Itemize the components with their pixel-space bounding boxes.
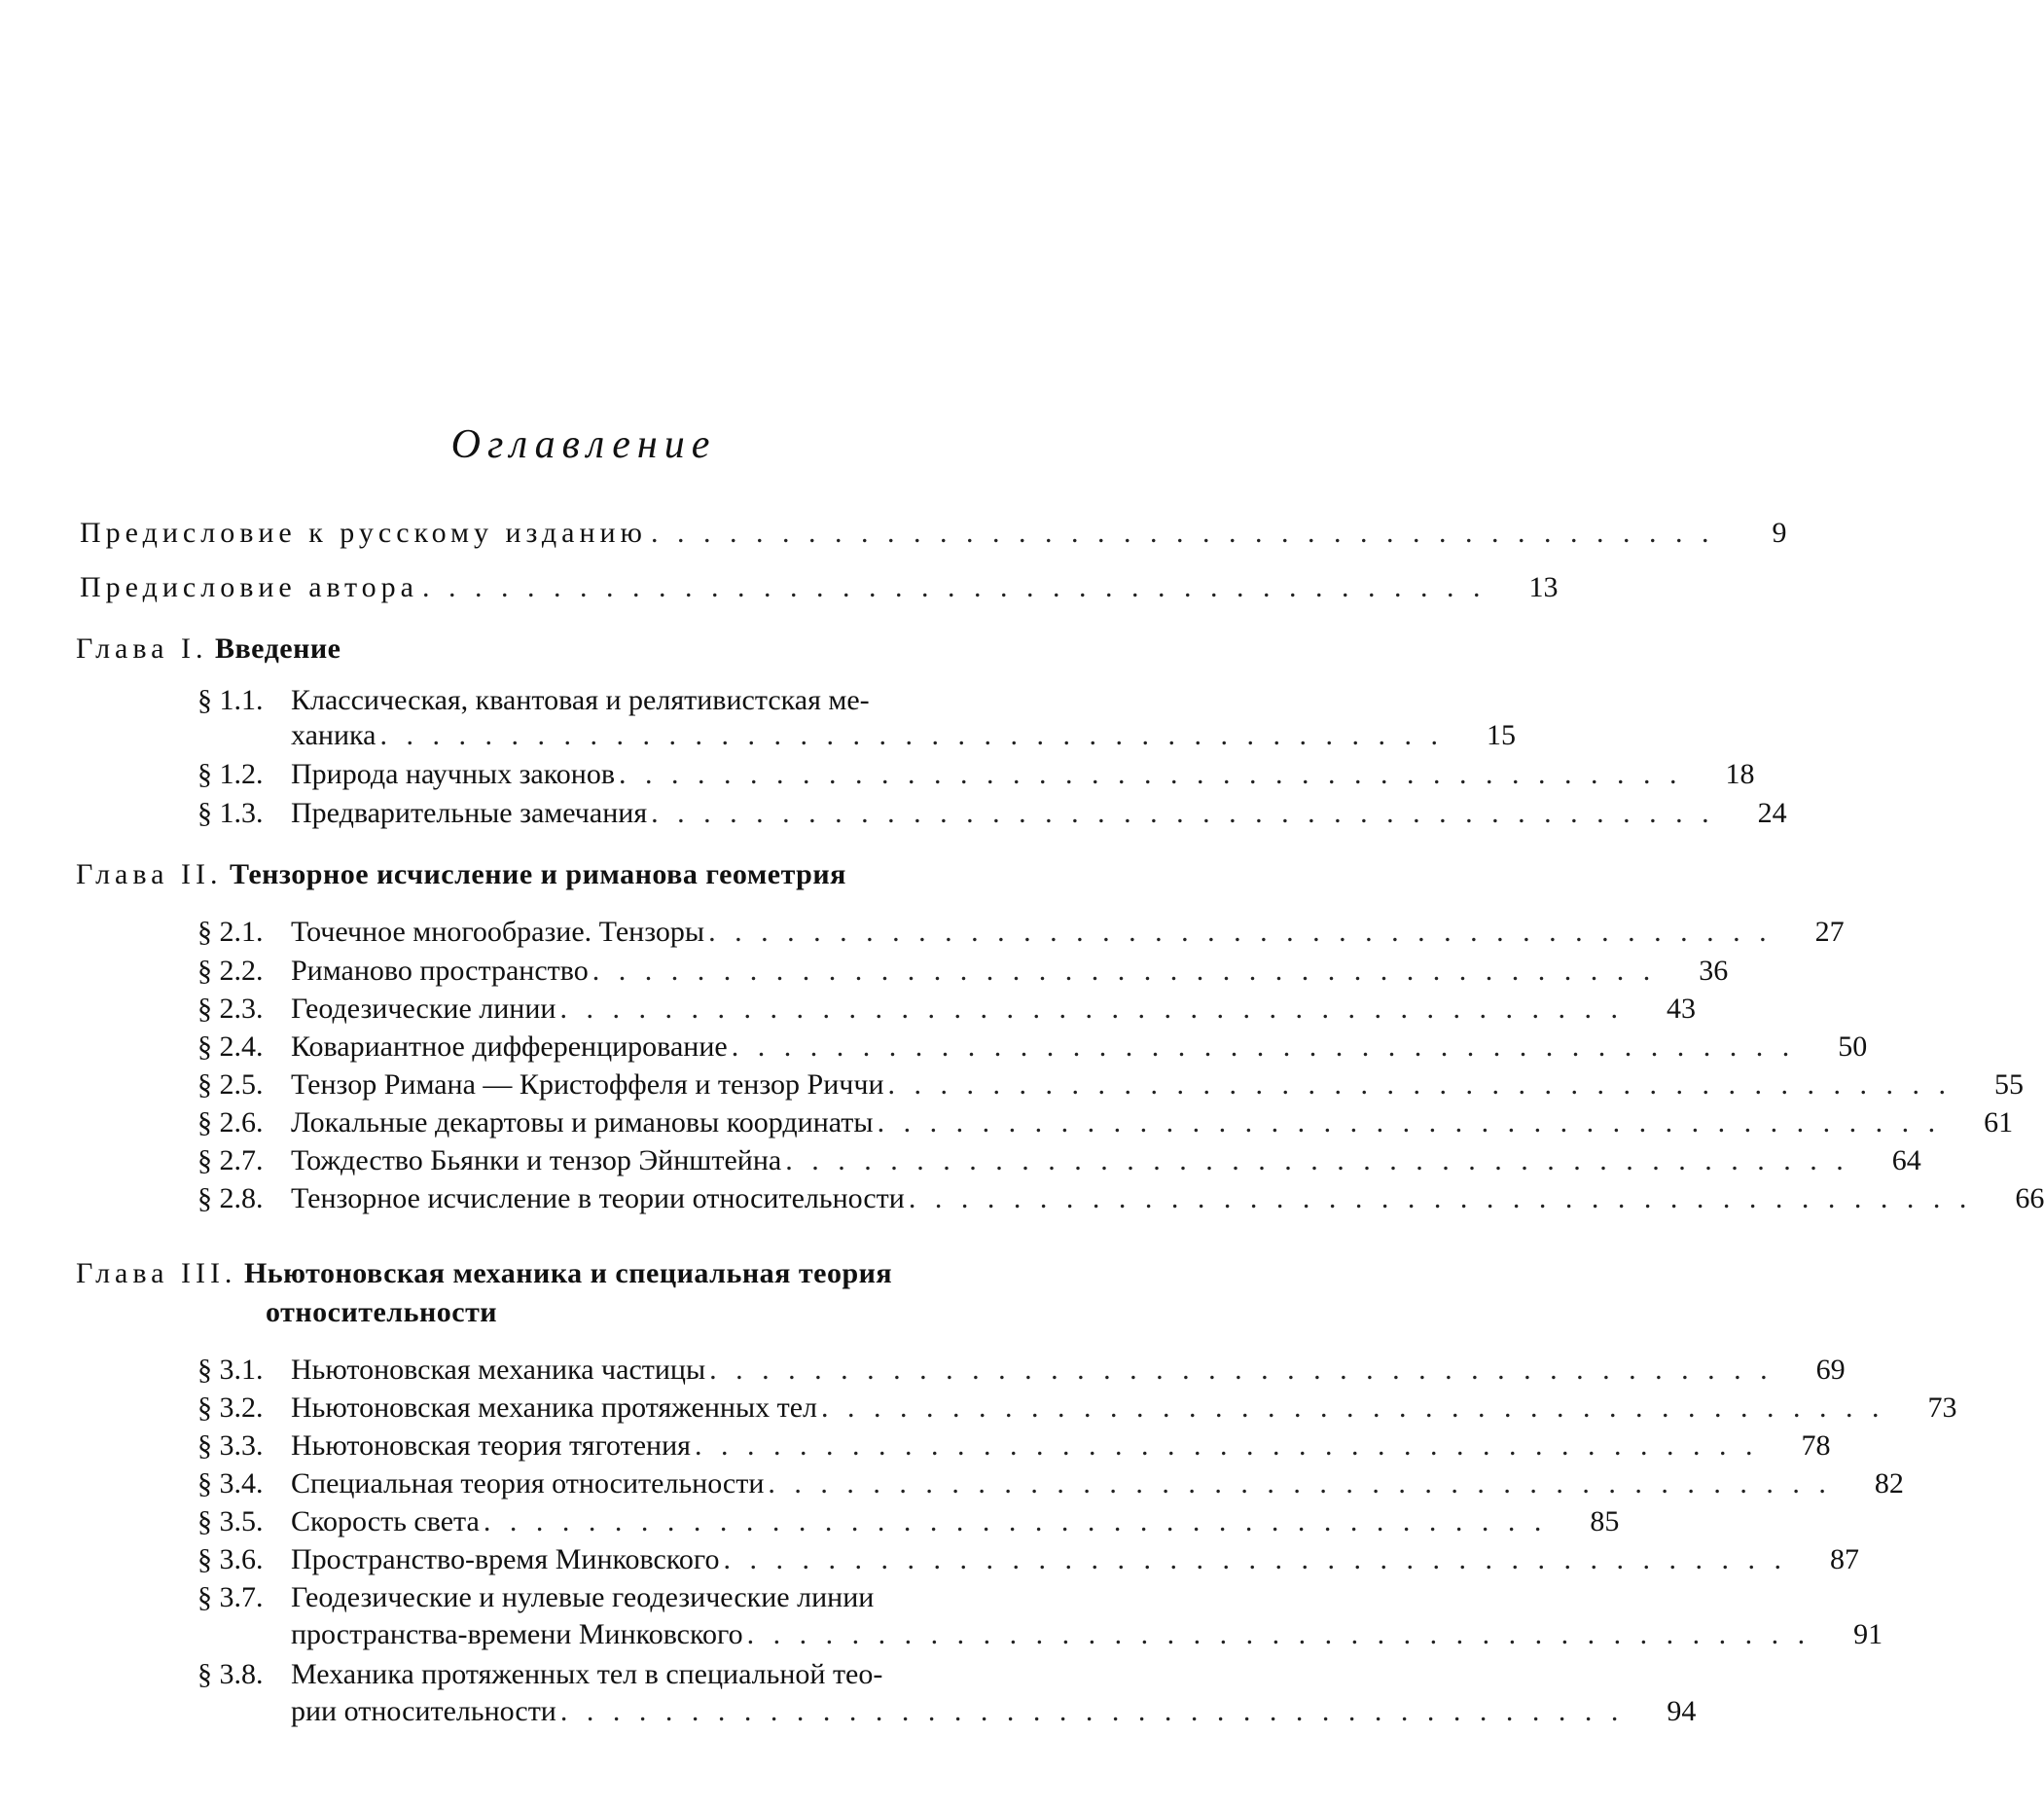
toc-entry-3-8[interactable] bbox=[291, 1694, 1697, 1729]
toc-entry-preface-author[interactable] bbox=[80, 570, 1559, 605]
leader-dots: . . . . . . . . . . . . . . . . . . . . . . . . . . . . . . . . . . . . . . . . . bbox=[785, 1144, 1849, 1176]
toc-entry-3-1[interactable] bbox=[197, 1353, 1846, 1388]
leader-dots: . . . . . . . . . . . . . . . . . . . . . . . . . . . . . . . . . . . . . . . . . bbox=[559, 993, 1624, 1025]
section-number: § 3.3. bbox=[197, 1429, 264, 1462]
leader-dots: . . . . . . . . . . . . . . . . . . . . . . . . . . . . . . . . . . . . . . . . . bbox=[559, 1695, 1625, 1727]
section-title-line1: Геодезические и нулевые геодезические линии bbox=[291, 1581, 875, 1613]
section-number: § 3.1. bbox=[197, 1354, 264, 1386]
leader-dots: . . . . . . . . . . . . . . . . . . . . . . . . . . . . . . . . . . . . . . . . . bbox=[483, 1505, 1548, 1537]
section-number: § 3.2. bbox=[197, 1391, 264, 1424]
section-number: § 2.3. bbox=[197, 993, 264, 1025]
entry-label: Предисловие автора bbox=[80, 571, 418, 603]
page-number: 15 bbox=[1486, 719, 1516, 751]
page-number: 78 bbox=[1801, 1429, 1831, 1462]
section-title: Специальная теория относительности bbox=[291, 1467, 765, 1500]
toc-entry-2-2[interactable] bbox=[197, 954, 1729, 989]
section-number: § 1.1. bbox=[197, 684, 264, 716]
page-number: 24 bbox=[1757, 797, 1787, 829]
leader-dots: . . . . . . . . . . . . . . . . . . . . . . . . . . . . . . . . . . . . . . . . . bbox=[877, 1106, 1942, 1138]
section-title: Тензор Римана — Кристоффеля и тензор Риччи bbox=[291, 1068, 884, 1101]
page-number: 36 bbox=[1699, 955, 1729, 987]
section-number: § 2.1. bbox=[197, 916, 264, 948]
page-title: Оглавление bbox=[450, 422, 717, 467]
page-number: 13 bbox=[1528, 571, 1559, 603]
page-number: 61 bbox=[1984, 1106, 2014, 1138]
leader-dots: . . . . . . . . . . . . . . . . . . . . . . . . . . . . . . . . . . . . . . . . . bbox=[592, 955, 1657, 987]
leader-dots: . . . . . . . . . . . . . . . . . . . . . . . . . . . . . . . . . . . . . . . . . bbox=[746, 1618, 1811, 1650]
leader-dots: . . . . . . . . . . . . . . . . . . . . . . . . . . . . . . . . . . . . . . . . . bbox=[650, 517, 1715, 549]
toc-entry-preface-russian[interactable] bbox=[80, 516, 1787, 551]
toc-entry-3-7-first-line[interactable] bbox=[197, 1580, 874, 1615]
toc-entry-2-6[interactable] bbox=[197, 1105, 2014, 1140]
section-title: Риманово пространство bbox=[291, 955, 589, 987]
page-number: 27 bbox=[1814, 916, 1845, 948]
leader-dots: . . . . . . . . . . . . . . . . . . . . . . . . . . . . . . . . . . . . . . . . . bbox=[723, 1543, 1787, 1575]
section-title: Предварительные замечания bbox=[291, 797, 648, 829]
section-title: Ньютоновская механика частицы bbox=[291, 1354, 706, 1386]
entry-label: Предисловие к русскому изданию bbox=[80, 517, 647, 549]
section-title: Скорость света bbox=[291, 1505, 480, 1537]
toc-entry-2-1[interactable] bbox=[197, 915, 1845, 950]
section-number: § 2.2. bbox=[197, 955, 264, 987]
leader-dots: . . . . . . . . . . . . . . . . . . . . . . . . . . . . . . . . . . . . . . . . . bbox=[708, 916, 1773, 948]
leader-dots: . . . . . . . . . . . . . . . . . . . . . . . . . . . . . . . . . . . . . . . . . bbox=[768, 1467, 1832, 1500]
chapter-heading-3[interactable] bbox=[76, 1255, 892, 1292]
leader-dots: . . . . . . . . . . . . . . . . . . . . . . . . . . . . . . . . . . . . . . . . . bbox=[694, 1429, 1759, 1462]
leader-dots: . . . . . . . . . . . . . . . . . . . . . . . . . . . . . . . . . . . . . . . . . bbox=[731, 1030, 1796, 1063]
chapter-title: Тензорное исчисление и риманова геометрия bbox=[229, 858, 846, 890]
section-title-line1: Классическая, квантовая и релятивистская ме- bbox=[291, 684, 870, 716]
section-number: § 3.8. bbox=[197, 1658, 264, 1690]
page-number: 9 bbox=[1772, 517, 1787, 549]
chapter-label: Глава II. bbox=[76, 858, 223, 890]
leader-dots: . . . . . . . . . . . . . . . . . . . . . . . . . . . . . . . . . . . . . . . . . bbox=[709, 1354, 1774, 1386]
section-number: § 3.6. bbox=[197, 1543, 264, 1575]
section-title: Ньютоновская механика протяженных тел bbox=[291, 1391, 818, 1424]
toc-entry-3-2[interactable] bbox=[197, 1391, 1957, 1426]
section-title: Пространство-время Минковского bbox=[291, 1543, 720, 1575]
chapter-heading-1[interactable] bbox=[76, 631, 341, 668]
section-number: § 2.6. bbox=[197, 1106, 264, 1138]
section-title-line1: Механика протяженных тел в специальной тео- bbox=[291, 1658, 883, 1690]
page-number: 69 bbox=[1815, 1354, 1846, 1386]
leader-dots: . . . . . . . . . . . . . . . . . . . . . . . . . . . . . . . . . . . . . . . . . bbox=[908, 1182, 1973, 1214]
toc-entry-2-3[interactable] bbox=[197, 992, 1696, 1027]
toc-entry-2-7[interactable] bbox=[197, 1143, 1921, 1178]
chapter-title-line1: Ньютоновская механика и специальная теория bbox=[243, 1257, 893, 1289]
toc-entry-1-1[interactable] bbox=[291, 718, 1516, 753]
leader-dots: . . . . . . . . . . . . . . . . . . . . . . . . . . . . . . . . . . . . . . . . . bbox=[422, 571, 1487, 603]
toc-entry-2-8[interactable] bbox=[197, 1181, 2044, 1216]
toc-entry-3-4[interactable] bbox=[197, 1466, 1904, 1501]
section-number: § 2.5. bbox=[197, 1068, 264, 1101]
section-number: § 2.7. bbox=[197, 1144, 264, 1176]
section-title: Тензорное исчисление в теории относительности bbox=[291, 1182, 905, 1214]
toc-entry-1-1-first-line[interactable] bbox=[197, 683, 870, 718]
section-title: Ковариантное дифференцирование bbox=[291, 1030, 728, 1063]
section-number: § 2.8. bbox=[197, 1182, 264, 1214]
toc-entry-3-7[interactable] bbox=[291, 1617, 1883, 1652]
page-number: 82 bbox=[1874, 1467, 1904, 1500]
section-title: Тождество Бьянки и тензор Эйнштейна bbox=[291, 1144, 782, 1176]
section-title: Природа научных законов bbox=[291, 758, 616, 790]
section-number: § 2.4. bbox=[197, 1030, 264, 1063]
section-title: Точечное многообразие. Тензоры bbox=[291, 916, 705, 948]
section-title-line2: ханика bbox=[291, 719, 377, 751]
leader-dots: . . . . . . . . . . . . . . . . . . . . . . . . . . . . . . . . . . . . . . . . . bbox=[379, 719, 1444, 751]
chapter-heading-2[interactable] bbox=[76, 856, 846, 893]
leader-dots: . . . . . . . . . . . . . . . . . . . . . . . . . . . . . . . . . . . . . . . . . bbox=[651, 797, 1715, 829]
page-number: 64 bbox=[1891, 1144, 1921, 1176]
toc-entry-1-3[interactable] bbox=[197, 796, 1787, 831]
section-number: § 1.2. bbox=[197, 758, 264, 790]
page-number: 18 bbox=[1725, 758, 1755, 790]
toc-entry-3-6[interactable] bbox=[197, 1542, 1859, 1577]
chapter-title: Введение bbox=[214, 632, 341, 665]
section-title-line2: пространства-времени Минковского bbox=[291, 1618, 743, 1650]
section-number: § 3.7. bbox=[197, 1581, 264, 1613]
toc-entry-2-4[interactable] bbox=[197, 1030, 1868, 1065]
toc-entry-3-5[interactable] bbox=[197, 1504, 1620, 1539]
section-title: Геодезические линии bbox=[291, 993, 556, 1025]
section-number: § 3.5. bbox=[197, 1505, 264, 1537]
page-number: 55 bbox=[1994, 1068, 2024, 1101]
section-number: § 1.3. bbox=[197, 797, 264, 829]
page-number: 73 bbox=[1927, 1391, 1957, 1424]
page-number: 66 bbox=[2015, 1182, 2044, 1214]
chapter-label: Глава I. bbox=[76, 632, 208, 665]
section-title: Локальные декартовы и римановы координаты bbox=[291, 1106, 874, 1138]
section-title-line2: рии относительности bbox=[291, 1695, 556, 1727]
page-number: 87 bbox=[1829, 1543, 1859, 1575]
section-number: § 3.4. bbox=[197, 1467, 264, 1500]
chapter-label: Глава III. bbox=[76, 1257, 237, 1289]
page-number: 85 bbox=[1590, 1505, 1620, 1537]
toc-entry-1-2[interactable] bbox=[197, 757, 1755, 792]
section-title: Ньютоновская теория тяготения bbox=[291, 1429, 691, 1462]
page-number: 94 bbox=[1667, 1695, 1697, 1727]
leader-dots: . . . . . . . . . . . . . . . . . . . . . . . . . . . . . . . . . . . . . . . . . bbox=[887, 1068, 1952, 1101]
toc-entry-2-5[interactable] bbox=[197, 1067, 2024, 1102]
leader-dots: . . . . . . . . . . . . . . . . . . . . . . . . . . . . . . . . . . . . . . . . . bbox=[619, 758, 1683, 790]
page-number: 43 bbox=[1666, 993, 1696, 1025]
toc-entry-3-8-first-line[interactable] bbox=[197, 1657, 882, 1692]
page-number: 91 bbox=[1853, 1618, 1883, 1650]
page-number: 50 bbox=[1838, 1030, 1868, 1063]
leader-dots: . . . . . . . . . . . . . . . . . . . . . . . . . . . . . . . . . . . . . . . . . bbox=[821, 1391, 1885, 1424]
toc-entry-3-3[interactable] bbox=[197, 1428, 1831, 1464]
chapter-title-line2: относительности bbox=[266, 1296, 498, 1328]
